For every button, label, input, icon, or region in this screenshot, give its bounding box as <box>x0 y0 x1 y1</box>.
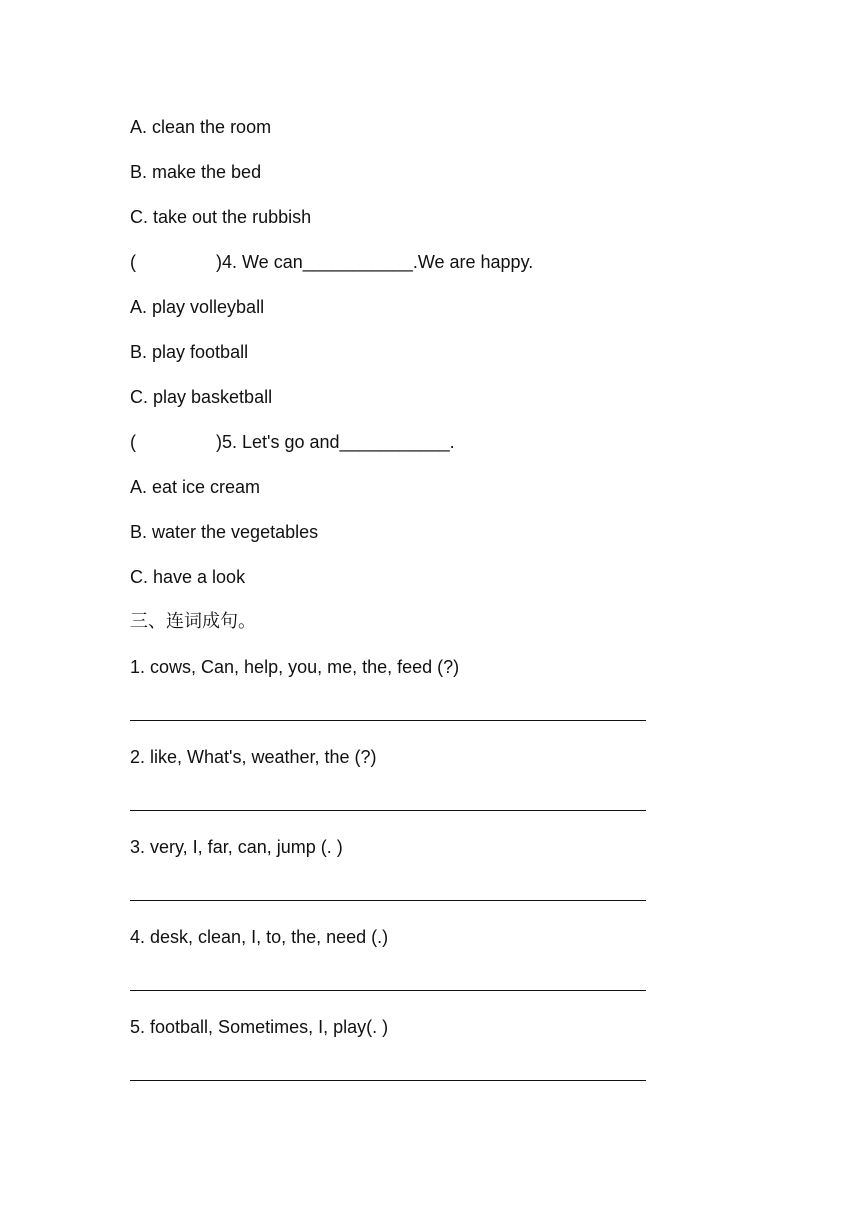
q5-option-b: B. water the vegetables <box>130 522 319 542</box>
sentence-item-3: 3. very, I, far, can, jump (. ) <box>130 837 343 857</box>
answer-line-4 <box>130 990 646 991</box>
section-3-title: 三、连词成句。 <box>130 611 256 632</box>
answer-line-3 <box>130 900 646 901</box>
q3-option-c: C. take out the rubbish <box>130 207 312 227</box>
answer-line-5 <box>130 1080 646 1081</box>
q4-option-c: C. play basketball <box>130 387 273 407</box>
q4-stem: ( )4. We can___________.We are happy. <box>130 252 534 272</box>
q5-option-c: C. have a look <box>130 567 246 587</box>
q3-option-b: B. make the bed <box>130 162 262 182</box>
q4-option-b: B. play football <box>130 342 249 362</box>
sentence-item-4: 4. desk, clean, I, to, the, need (.) <box>130 927 389 947</box>
answer-line-1 <box>130 720 646 721</box>
answer-line-2 <box>130 810 646 811</box>
q5-stem: ( )5. Let's go and___________. <box>130 432 455 452</box>
sentence-item-1: 1. cows, Can, help, you, me, the, feed (?) <box>130 657 460 677</box>
q3-option-a: A. clean the room <box>130 117 272 137</box>
sentence-item-2: 2. like, What's, weather, the (?) <box>130 747 377 767</box>
sentence-item-5: 5. football, Sometimes, I, play(. ) <box>130 1017 389 1037</box>
q5-option-a: A. eat ice cream <box>130 477 261 497</box>
q4-option-a: A. play volleyball <box>130 297 265 317</box>
